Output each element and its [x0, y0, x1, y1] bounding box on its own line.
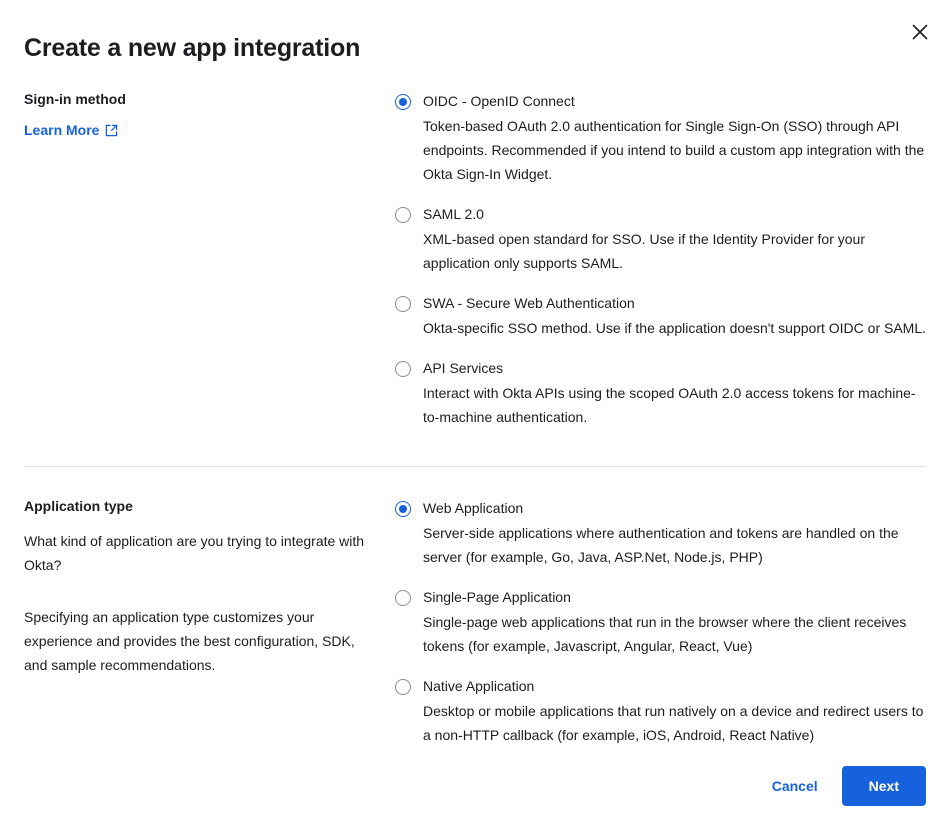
- radio-option-swa[interactable]: [395, 293, 926, 340]
- application-type-paragraph-2: Specifying an application type customizes your experience and provides the best configuration, SDK, and sample recommendations.: [24, 609, 355, 673]
- application-type-paragraph-1: What kind of application are you trying to integrate with Okta?: [24, 533, 365, 573]
- radio-indicator[interactable]: [395, 296, 411, 312]
- radio-option-single-page-application[interactable]: [395, 587, 926, 658]
- application-type-section: [24, 497, 926, 747]
- signin-method-options: [395, 90, 926, 429]
- radio-label: Native Application: [423, 678, 535, 694]
- radio-option-api-services[interactable]: [395, 358, 926, 429]
- radio-description: Single-page web applications that run in the browser where the client receives tokens (for example, Javascript, Angular, React, Vue): [423, 614, 907, 654]
- application-type-options: [395, 497, 926, 747]
- radio-label: SAML 2.0: [423, 206, 484, 222]
- radio-description: Token-based OAuth 2.0 authentication for Single Sign-On (SSO) through API endpoints. Recommended if you intend to build a custom app integration with the Okta Sign-In Widget.: [423, 118, 925, 182]
- radio-indicator[interactable]: [395, 590, 411, 606]
- external-link-icon: [105, 124, 118, 137]
- page-title: Create a new app integration: [24, 34, 361, 62]
- learn-more-label: Learn More: [24, 122, 100, 138]
- radio-label: API Services: [423, 360, 504, 376]
- radio-option-saml[interactable]: [395, 204, 926, 275]
- section-divider: [24, 466, 926, 467]
- radio-option-native-application[interactable]: [395, 676, 926, 747]
- radio-description: Desktop or mobile applications that run natively on a device and redirect users to a non-HTTP callback (for example, iOS, Android, React Native): [423, 703, 924, 743]
- radio-label: Single-Page Application: [423, 589, 571, 605]
- learn-more-link[interactable]: [24, 122, 118, 138]
- radio-indicator[interactable]: [395, 361, 411, 377]
- radio-description: Server-side applications where authentication and tokens are handled on the server (for example, Go, Java, ASP.Net, Node.js, PHP): [423, 525, 899, 565]
- radio-label: OIDC - OpenID Connect: [423, 93, 575, 109]
- signin-method-section: [24, 90, 926, 429]
- radio-description: Okta-specific SSO method. Use if the application doesn't support OIDC or SAML.: [423, 320, 927, 336]
- signin-method-left-column: [24, 90, 395, 140]
- radio-option-web-application[interactable]: [395, 498, 926, 569]
- radio-indicator[interactable]: [395, 207, 411, 223]
- radio-option-oidc[interactable]: [395, 91, 926, 186]
- application-type-left-column: [24, 497, 395, 677]
- signin-method-heading: Sign-in method: [24, 91, 126, 107]
- radio-label: SWA - Secure Web Authentication: [423, 295, 635, 311]
- radio-description: Interact with Okta APIs using the scoped OAuth 2.0 access tokens for machine-to-machine authentication.: [423, 385, 916, 425]
- cancel-button[interactable]: Cancel: [766, 768, 824, 804]
- next-button[interactable]: Next: [842, 766, 926, 806]
- radio-label: Web Application: [423, 500, 524, 516]
- radio-indicator[interactable]: [395, 501, 411, 517]
- application-type-heading: Application type: [24, 498, 133, 514]
- dialog-footer: [766, 766, 926, 806]
- close-icon[interactable]: [906, 18, 934, 46]
- radio-description: XML-based open standard for SSO. Use if the Identity Provider for your application only supports SAML.: [423, 231, 865, 271]
- radio-indicator[interactable]: [395, 94, 411, 110]
- radio-indicator[interactable]: [395, 679, 411, 695]
